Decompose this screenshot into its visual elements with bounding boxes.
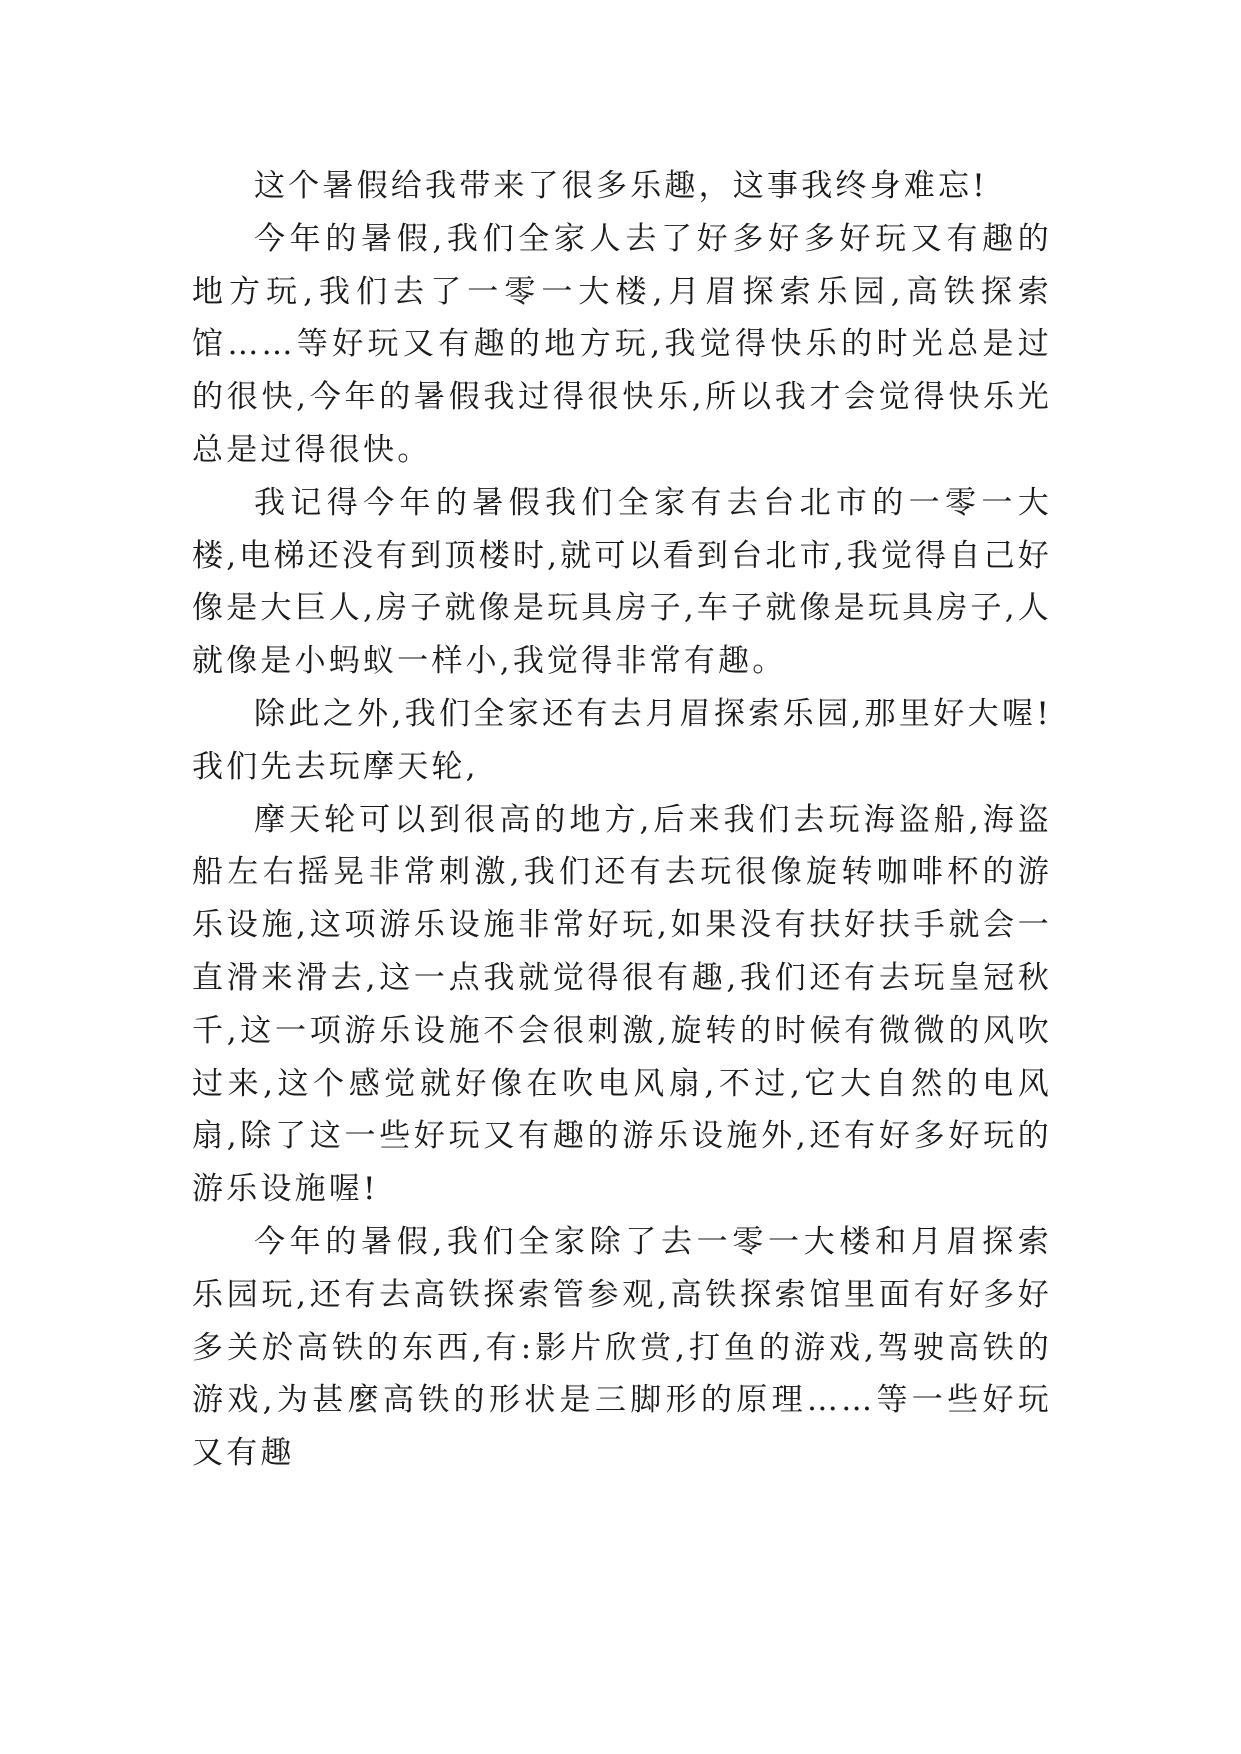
paragraph-4: 除此之外,我们全家还有去月眉探索乐园,那里好大喔!我们先去玩摩天轮, xyxy=(192,695,1052,785)
paragraph-3: 我记得今年的暑假我们全家有去台北市的一零一大楼,电梯还没有到顶楼时,就可以看到台北市,我觉得自己好像是大巨人,房子就像是玩具房子,车子就像是玩具房子,人就像是小蚂蚁一样小,我觉得非常有趣。 xyxy=(192,484,1052,680)
document-body xyxy=(192,160,1052,1480)
paragraph-6: 今年的暑假,我们全家除了去一零一大楼和月眉探索乐园玩,还有去高铁探索管参观,高铁探索馆里面有好多好多关於高铁的东西,有:影片欣赏,打鱼的游戏,驾驶高铁的游戏,为甚麼高铁的形状是三脚形的原理……等一些好玩又有趣 xyxy=(192,1223,1052,1472)
paragraph-1: 这个暑假给我带来了很多乐趣，这事我终身难忘! xyxy=(254,168,988,204)
paragraph-2: 今年的暑假,我们全家人去了好多好多好玩又有趣的地方玩,我们去了一零一大楼,月眉探索乐园,高铁探索馆……等好玩又有趣的地方玩,我觉得快乐的时光总是过的很快,今年的暑假我过得很快乐,所以我才会觉得快乐光总是过得很快。 xyxy=(192,220,1052,468)
paragraph-5: 摩天轮可以到很高的地方,后来我们去玩海盗船,海盗船左右摇晃非常刺激,我们还有去玩很像旋转咖啡杯的游乐设施,这项游乐设施非常好玩,如果没有扶好扶手就会一直滑来滑去,这一点我就觉得很有趣,我们还有去玩皇冠秋千,这一项游乐设施不会很刺激,旋转的时候有微微的风吹过来,这个感觉就好像在吹电风扇,不过,它大自然的电风扇,除了这一些好玩又有趣的游乐设施外,还有好多好玩的游乐设施喔! xyxy=(192,801,1052,1208)
